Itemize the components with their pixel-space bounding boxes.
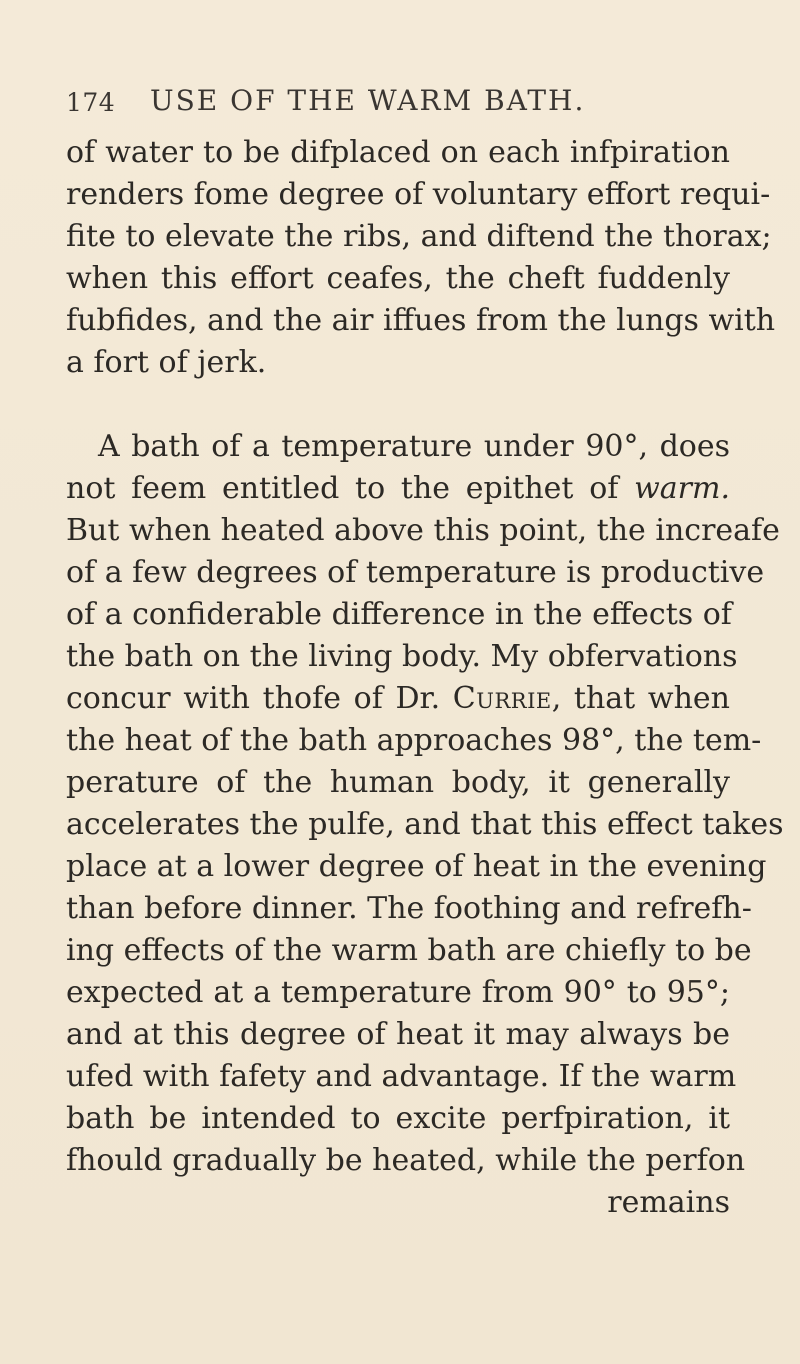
page-number: 174: [66, 88, 116, 117]
text-line: the heat of the bath approaches 98°, the tem-: [66, 723, 762, 758]
text-line: A bath of a temperature under 90°, does: [98, 429, 730, 464]
text-line: place at a lower degree of heat in the evening: [66, 849, 767, 884]
paragraph-1: [66, 132, 776, 384]
paragraph-2: [66, 426, 784, 1182]
text-span: , that when: [551, 681, 730, 716]
text-line: bath be intended to excite perfpiration, it: [66, 1101, 730, 1136]
page-header: [66, 78, 730, 122]
text-line: perature of the human body, it generally: [66, 765, 730, 800]
text-line: of water to be difplaced on each infpiration: [66, 135, 730, 170]
text-line: fite to elevate the ribs, and diftend the thorax;: [66, 219, 772, 254]
italic-word: warm.: [634, 471, 730, 506]
text-line: and at this degree of heat it may always be: [66, 1017, 730, 1052]
text-line: ing effects of the warm bath are chiefly to be: [66, 933, 752, 968]
text-line: fhould gradually be heated, while the perfon: [66, 1143, 746, 1178]
text-line: But when heated above this point, the increafe: [66, 513, 780, 548]
author-name: Currie: [452, 681, 552, 716]
paragraph-gap: [66, 384, 730, 426]
text-line: when this effort ceafes, the cheft fuddenly: [66, 261, 730, 296]
text-line: renders fome degree of voluntary effort requi-: [66, 177, 771, 212]
text-line: of a confiderable difference in the effects of: [66, 597, 732, 632]
text-line: the bath on the living body. My obfervations: [66, 639, 738, 674]
text-line: of a few degrees of temperature is productive: [66, 555, 765, 590]
text-line: ufed with fafety and advantage. If the warm: [66, 1059, 737, 1094]
text-line: accelerates the pulfe, and that this effect takes: [66, 807, 784, 842]
text-line: than before dinner. The foothing and refrefh-: [66, 891, 752, 926]
text-line: fubfides, and the air iffues from the lungs with: [66, 303, 776, 338]
catchword: remains: [607, 1185, 730, 1220]
text-line: a fort of jerk.: [66, 345, 267, 380]
text-line: expected at a temperature from 90° to 95°;: [66, 975, 730, 1010]
text-span: not feem entitled to the epithet of: [66, 471, 635, 506]
running-title: USE OF THE WARM BATH.: [150, 84, 586, 117]
text-line: [66, 468, 730, 510]
text-span: concur with thofe of Dr.: [66, 681, 453, 716]
text-line: [66, 678, 730, 720]
